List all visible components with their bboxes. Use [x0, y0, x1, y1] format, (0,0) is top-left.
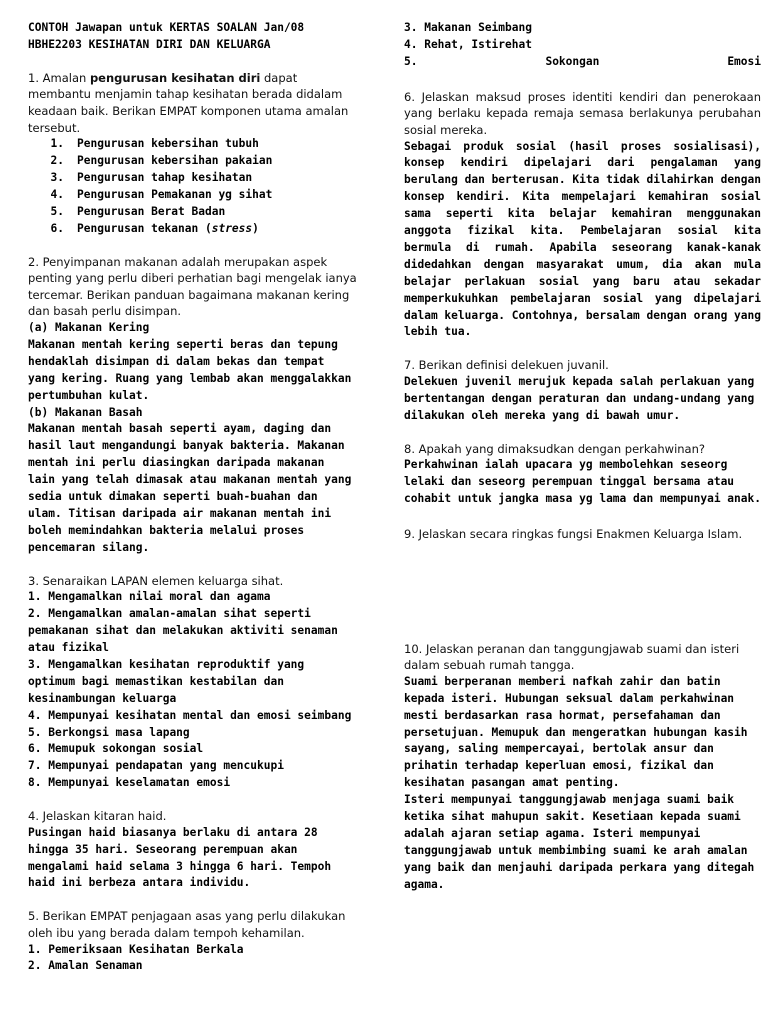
list-item: 6. Memupuk sokongan sosial [28, 742, 204, 756]
question-5: 5. Berikan EMPAT penjagaan asas yang perlu dilakukan oleh ibu yang berada dalam tempoh kehamilan. [28, 909, 346, 940]
question-9: 9. Jelaskan secara ringkas fungsi Enakmen Keluarga Islam. [404, 527, 743, 541]
list-item: 2. Pengurusan kebersihan pakaian [50, 154, 273, 168]
list-item: 5. Berkongsi masa lapang [28, 725, 190, 739]
list-item: 3. Makanan Seimbang [404, 21, 532, 34]
left-column [28, 20, 358, 975]
answer-6: Sebagai produk sosial (hasil proses sosialisasi), konsep kendiri dipelajari dari pengalaman yang berulang dan berterusan. Kita tidak dilahirkan dengan konsep kendiri. Kita mempelajari kemahiran sosial sama seperti kita belajar kemahiran menggunakan anggota fizikal kita. Pembelajaran sosial kita bermula di rumah. Apabila seseorang kanak-kanak didedahkan dengan masyarakat umum, dia akan mula belajar perlakuan sosial yang baru atau sekadar memperkukuhkan pembelajaran sosial yang dipelajari dalam keluarga. Contohnya, bersalam dengan orang yang lebih tua. [404, 139, 761, 339]
answer-2b: Makanan mentah basah seperti ayam, daging dan hasil laut mengandungi banyak bakteria. Makanan mentah ini perlu diasingkan daripada makanan lain yang telah dimasak atau makanan mentah yang sedia untuk dimakan seperti buah-buahan dan ulam. Titisan daripada air makanan mentah ini boleh memindahkan bakteria melalui proses pencemaran silang. [28, 422, 352, 554]
list-item: 2. Amalan Senaman [28, 959, 143, 973]
question-8: 8. Apakah yang dimaksudkan dengan perkahwinan? [404, 441, 705, 456]
answer-4: Pusingan haid biasanya berlaku di antara 28 hingga 35 hari. Seseorang perempuan akan mengalami haid selama 3 hingga 6 hari. Tempoh haid ini berbeza antara individu. [28, 825, 332, 890]
course-title: HBHE2203 KESIHATAN DIRI DAN KELUARGA [28, 37, 271, 51]
subheading-wet-food: (b) Makanan Basah [28, 405, 143, 419]
answer-5-list-part1 [28, 942, 358, 976]
answer-8: Perkahwinan ialah upacara yg membolehkan seseorg lelaki dan seseorg perempuan tinggal bersama atau cohabit untuk jangka masa yg lama dan mempunyai anak. [404, 458, 761, 506]
list-item: 4. Rehat, Istirehat [404, 37, 532, 51]
question-1-emphasis: pengurusan kesihatan diri [89, 70, 261, 85]
answer-9-blank-space [404, 543, 761, 641]
answer-3-list [28, 589, 358, 792]
list-item: 4. Mempunyai kesihatan mental dan emosi seimbang [28, 708, 352, 722]
list-item: 6. Pengurusan tekanan (stress) [50, 221, 259, 235]
answer-2a: Makanan mentah kering seperti beras dan tepung hendaklah disimpan di dalam bekas dan tempat yang kering. Ruang yang lembab akan menggalakkan pertumbuhan kulat. [28, 337, 352, 402]
answer-10-wife: Isteri mempunyai tanggungjawab menjaga suami baik ketika sihat mahupun sakit. Kesetiaan kepada suami adalah ajaran setiap agama. Isteri mempunyai tanggungjawab untuk membimbing suami ke arah amalan yang baik dan menjauhi daripada perkara yang ditegah agama. [404, 793, 755, 891]
question-10: 10. Jelaskan peranan dan tanggungjawab suami dan isteri dalam sebuah rumah tangga. [404, 641, 740, 673]
question-2: 2. Penyimpanan makanan adalah merupakan aspek penting yang perlu diberi perhatian bagi mengelak ianya tercemar. Berikan panduan bagaimana makanan kering dan basah perlu disimpan. [28, 254, 357, 319]
list-item: 7. Mempunyai pendapatan yang mencukupi [28, 759, 284, 773]
question-4: 4. Jelaskan kitaran haid. [28, 809, 167, 824]
answer-10-husband: Suami berperanan memberi nafkah zahir dan batin kepada isteri. Hubungan seksual dalam perkahwinan mesti berdasarkan rasa hormat, persefahaman dan persetujuan. Memupuk dan mengeratkan hubungan kasih sayang, saling mempercayai, bertolak ansur dan prihatin terhadap keperluan emosi, fizikal dan kesihatan pasangan amat penting. [404, 674, 748, 790]
list-item: 3. Mengamalkan kesihatan reproduktif yang optimum bagi memastikan kestabilan dan kesinambungan keluarga [28, 657, 305, 705]
list-item: 1. Pemeriksaan Kesihatan Berkala [28, 942, 244, 956]
list-item: 5. Pengurusan Berat Badan [50, 204, 226, 218]
question-1: 1. Amalan pengurusan kesihatan diri dapat membantu menjamin tahap kesihatan berada didalam keadaan baik. Berikan EMPAT komponen utama amalan tersebut. [28, 70, 349, 135]
question-6: 6. Jelaskan maksud proses identiti kendiri dan penerokaan yang berlaku kepada remaja semasa berlakunya perubahan sosial mereka. [404, 89, 761, 137]
list-item: 3. Pengurusan tahap kesihatan [50, 171, 253, 184]
right-column [404, 20, 761, 894]
answer-7: Delekuen juvenil merujuk kepada salah perlakuan yang bertentangan dengan peraturan dan undang-undang yang dilakukan oleh mereka yang di bawah umur. [404, 374, 755, 422]
list-item: 8. Mempunyai keselamatan emosi [28, 776, 231, 790]
document-title: CONTOH Jawapan untuk KERTAS SOALAN Jan/08 [28, 21, 305, 34]
list-item: 5. Sokongan Emosi [404, 54, 761, 68]
list-item: 2. Mengamalkan amalan-amalan sihat seperti pemakanan sihat dan melakukan aktiviti senaman atau fizikal [28, 607, 338, 654]
answer-1-list [28, 136, 358, 237]
question-7: 7. Berikan definisi delekuen juvanil. [404, 358, 609, 373]
question-3: 3. Senaraikan LAPAN elemen keluarga sihat. [28, 573, 284, 588]
list-item: 1. Pengurusan kebersihan tubuh [50, 137, 259, 151]
answer-5-list-part2 [404, 20, 761, 71]
list-item: 4. Pengurusan Pemakanan yg sihat [50, 187, 273, 201]
subheading-dry-food: (a) Makanan Kering [28, 321, 150, 334]
list-item: 1. Mengamalkan nilai moral dan agama [28, 590, 271, 604]
